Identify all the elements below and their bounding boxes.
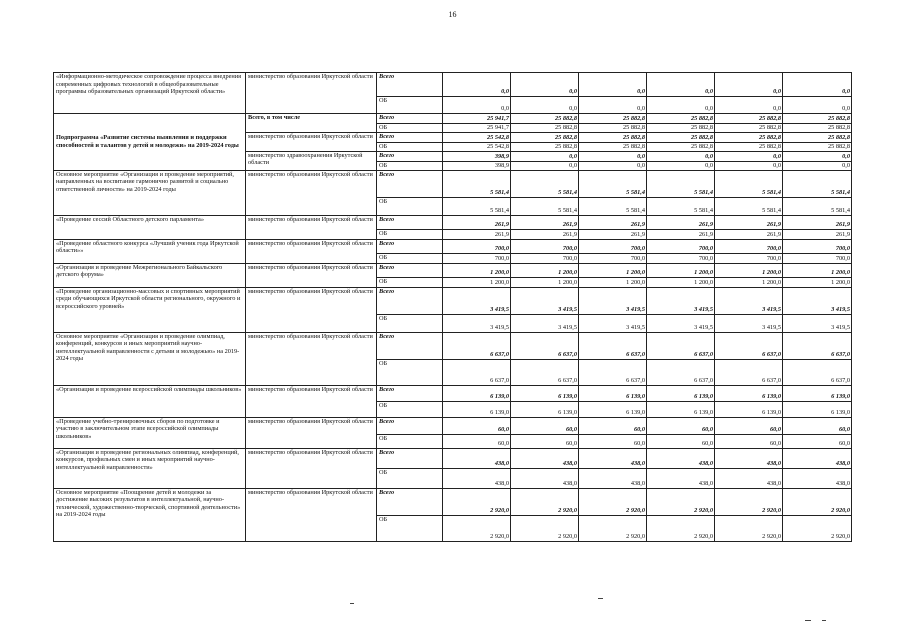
activity-name: «Организация и проведение всероссийской олимпиады школьников» (54, 385, 246, 417)
amount-cell: 1 200,0 (579, 263, 647, 277)
amount-cell: 1 200,0 (511, 277, 579, 287)
amount-cell: 6 139,0 (579, 385, 647, 401)
table-row (54, 332, 852, 359)
amount-cell: 0,0 (783, 161, 852, 170)
amount-cell: 6 139,0 (783, 401, 852, 417)
amount-cell: 438,0 (647, 448, 715, 468)
amount-cell: 0,0 (511, 73, 579, 97)
amount-cell: 60,0 (715, 434, 783, 448)
amount-cell: 2 920,0 (647, 488, 715, 515)
amount-cell: 700,0 (579, 239, 647, 253)
amount-cell: 0,0 (715, 73, 783, 97)
amount-cell: 438,0 (715, 448, 783, 468)
funding-source: Всего (377, 287, 443, 314)
amount-cell: 3 419,5 (647, 287, 715, 314)
amount-cell: 0,0 (511, 151, 579, 161)
amount-cell: 6 637,0 (511, 332, 579, 359)
amount-cell: 6 637,0 (783, 332, 852, 359)
table-row (54, 215, 852, 229)
amount-cell: 261,9 (579, 215, 647, 229)
amount-cell: 261,9 (783, 215, 852, 229)
funding-source: ОБ (377, 197, 443, 215)
amount-cell: 261,9 (511, 229, 579, 239)
amount-cell: 2 920,0 (783, 515, 852, 541)
activity-name: «Организация и проведение региональных олимпиад, конференций, конкурсов, профильных смен и иных мероприятий научно-интеллектуальной направленности» (54, 448, 246, 488)
amount-cell: 700,0 (647, 253, 715, 263)
amount-cell: 0,0 (511, 97, 579, 114)
amount-cell: 60,0 (783, 417, 852, 434)
funding-source: Всего (377, 263, 443, 277)
amount-cell: 6 139,0 (511, 385, 579, 401)
executor-name: министерство образования Иркутской области (246, 332, 377, 385)
amount-cell: 2 920,0 (715, 488, 783, 515)
activity-name: «Проведение учебно-тренировочных сборов по подготовке и участию в заключительном этапе всероссийской олимпиады школьников» (54, 417, 246, 448)
funding-source: ОБ (377, 161, 443, 170)
amount-cell: 25 882,8 (715, 132, 783, 142)
amount-cell: 3 419,5 (783, 287, 852, 314)
amount-cell: 6 637,0 (647, 359, 715, 385)
amount-cell: 2 920,0 (443, 515, 511, 541)
amount-cell: 398,9 (443, 161, 511, 170)
amount-cell: 60,0 (511, 417, 579, 434)
amount-cell: 700,0 (511, 253, 579, 263)
table-row (54, 417, 852, 434)
amount-cell: 0,0 (579, 73, 647, 97)
amount-cell: 5 581,4 (579, 197, 647, 215)
activity-name: «Проведение сессий Областного детского парламента» (54, 215, 246, 239)
amount-cell: 5 581,4 (647, 170, 715, 197)
amount-cell: 0,0 (443, 97, 511, 114)
amount-cell: 25 882,8 (511, 132, 579, 142)
funding-source: ОБ (377, 97, 443, 114)
amount-cell: 0,0 (715, 97, 783, 114)
amount-cell: 25 882,8 (783, 132, 852, 142)
activity-name: Подпрограмма «Развитие системы выявления и поддержки способностей и талантов у детей и молодежи» на 2019-2024 годы (54, 114, 246, 171)
funding-source: ОБ (377, 359, 443, 385)
activity-name: Основное мероприятие «Организация и проведение олимпиад, конференций, конкурсов и иных мероприятий научно-интеллектуальной направленности с детьми и молодежью» на 2019-2024 годы (54, 332, 246, 385)
amount-cell: 6 637,0 (783, 359, 852, 385)
executor-name: министерство образования Иркутской области (246, 448, 377, 488)
amount-cell: 6 637,0 (579, 332, 647, 359)
amount-cell: 60,0 (579, 434, 647, 448)
scan-mark (350, 603, 354, 604)
amount-cell: 25 882,8 (783, 142, 852, 151)
funding-source: ОБ (377, 468, 443, 488)
amount-cell: 6 139,0 (647, 385, 715, 401)
table-row (54, 488, 852, 515)
funding-source: Всего (377, 114, 443, 124)
funding-source: Всего (377, 215, 443, 229)
table-row (54, 385, 852, 401)
amount-cell: 5 581,4 (647, 197, 715, 215)
amount-cell: 6 637,0 (715, 359, 783, 385)
funding-source: ОБ (377, 277, 443, 287)
funding-source: ОБ (377, 434, 443, 448)
amount-cell: 25 542,8 (443, 132, 511, 142)
amount-cell: 3 419,5 (511, 314, 579, 332)
amount-cell: 1 200,0 (783, 263, 852, 277)
amount-cell: 0,0 (647, 73, 715, 97)
amount-cell: 438,0 (783, 448, 852, 468)
executor-name: Всего, в том числе (246, 114, 377, 133)
amount-cell: 3 419,5 (715, 287, 783, 314)
amount-cell: 3 419,5 (783, 314, 852, 332)
amount-cell: 2 920,0 (511, 515, 579, 541)
amount-cell: 700,0 (715, 239, 783, 253)
executor-name: министерство здравоохранения Иркутской области (246, 151, 377, 170)
funding-source: ОБ (377, 142, 443, 151)
amount-cell: 6 139,0 (715, 385, 783, 401)
activity-name: «Проведение организационно-массовых и спортивных мероприятий среди обучающихся Иркутской области регионального, окружного и всероссийского уровней» (54, 287, 246, 332)
executor-name: министерство образования Иркутской области (246, 417, 377, 448)
amount-cell: 2 920,0 (443, 488, 511, 515)
funding-source: ОБ (377, 401, 443, 417)
amount-cell: 0,0 (579, 97, 647, 114)
amount-cell: 6 637,0 (647, 332, 715, 359)
amount-cell: 6 139,0 (511, 401, 579, 417)
amount-cell: 2 920,0 (579, 488, 647, 515)
amount-cell: 438,0 (443, 448, 511, 468)
amount-cell: 60,0 (579, 417, 647, 434)
amount-cell: 3 419,5 (715, 314, 783, 332)
executor-name: министерство образования Иркутской области (246, 263, 377, 287)
amount-cell: 6 139,0 (443, 401, 511, 417)
amount-cell: 0,0 (783, 73, 852, 97)
amount-cell: 6 637,0 (715, 332, 783, 359)
executor-name: министерство образования Иркутской области (246, 287, 377, 332)
amount-cell: 0,0 (783, 151, 852, 161)
amount-cell: 438,0 (647, 468, 715, 488)
scan-mark (805, 620, 811, 621)
amount-cell: 438,0 (579, 468, 647, 488)
amount-cell: 6 637,0 (511, 359, 579, 385)
amount-cell: 25 882,8 (579, 114, 647, 124)
amount-cell: 1 200,0 (579, 277, 647, 287)
amount-cell: 438,0 (715, 468, 783, 488)
executor-name: министерство образования Иркутской области (246, 488, 377, 541)
executor-name: министерство образования Иркутской области (246, 170, 377, 215)
amount-cell: 5 581,4 (511, 170, 579, 197)
funding-source: ОБ (377, 253, 443, 263)
amount-cell: 1 200,0 (715, 263, 783, 277)
amount-cell: 6 139,0 (443, 385, 511, 401)
amount-cell: 3 419,5 (443, 314, 511, 332)
funding-source: Всего (377, 73, 443, 97)
funding-source: Всего (377, 448, 443, 468)
amount-cell: 3 419,5 (511, 287, 579, 314)
amount-cell: 25 882,8 (715, 114, 783, 124)
amount-cell: 700,0 (443, 239, 511, 253)
amount-cell: 25 882,8 (715, 124, 783, 133)
amount-cell: 25 882,8 (647, 124, 715, 133)
amount-cell: 700,0 (647, 239, 715, 253)
amount-cell: 398,9 (443, 151, 511, 161)
amount-cell: 700,0 (579, 253, 647, 263)
amount-cell: 700,0 (443, 253, 511, 263)
amount-cell: 700,0 (511, 239, 579, 253)
funding-source: Всего (377, 239, 443, 253)
amount-cell: 3 419,5 (579, 314, 647, 332)
amount-cell: 25 882,8 (579, 132, 647, 142)
table-row (54, 239, 852, 253)
amount-cell: 700,0 (783, 239, 852, 253)
amount-cell: 261,9 (579, 229, 647, 239)
amount-cell: 1 200,0 (511, 263, 579, 277)
activity-name: Основное мероприятие «Организация и проведение мероприятий, направленных на воспитание гармонично развитой и социально ответственной личности» на 2019-2024 годы (54, 170, 246, 215)
amount-cell: 2 920,0 (511, 488, 579, 515)
amount-cell: 25 882,8 (579, 142, 647, 151)
scan-mark (598, 598, 603, 599)
page-number: 16 (448, 10, 457, 19)
amount-cell: 700,0 (783, 253, 852, 263)
executor-name: министерство образования Иркутской области (246, 385, 377, 417)
funding-source: Всего (377, 488, 443, 515)
amount-cell: 261,9 (715, 229, 783, 239)
executor-name: министерство образования Иркутской области (246, 132, 377, 151)
amount-cell: 261,9 (783, 229, 852, 239)
amount-cell: 1 200,0 (783, 277, 852, 287)
funding-source: Всего (377, 151, 443, 161)
amount-cell: 25 882,8 (647, 132, 715, 142)
amount-cell: 3 419,5 (579, 287, 647, 314)
amount-cell: 60,0 (783, 434, 852, 448)
funding-source: Всего (377, 417, 443, 434)
amount-cell: 6 139,0 (647, 401, 715, 417)
amount-cell: 6 637,0 (443, 359, 511, 385)
scan-mark (822, 620, 826, 621)
table-row (54, 263, 852, 277)
amount-cell: 0,0 (715, 161, 783, 170)
amount-cell: 2 920,0 (783, 488, 852, 515)
amount-cell: 6 139,0 (783, 385, 852, 401)
amount-cell: 3 419,5 (443, 287, 511, 314)
amount-cell: 60,0 (647, 434, 715, 448)
amount-cell: 0,0 (579, 151, 647, 161)
amount-cell: 25 941,7 (443, 114, 511, 124)
funding-source: ОБ (377, 314, 443, 332)
amount-cell: 438,0 (783, 468, 852, 488)
amount-cell: 25 882,8 (783, 124, 852, 133)
executor-name: министерство образования Иркутской области (246, 239, 377, 263)
amount-cell: 5 581,4 (443, 170, 511, 197)
amount-cell: 25 882,8 (783, 114, 852, 124)
amount-cell: 0,0 (511, 161, 579, 170)
amount-cell: 25 882,8 (647, 114, 715, 124)
amount-cell: 5 581,4 (579, 170, 647, 197)
amount-cell: 700,0 (715, 253, 783, 263)
amount-cell: 25 941,7 (443, 124, 511, 133)
amount-cell: 6 637,0 (443, 332, 511, 359)
amount-cell: 25 542,8 (443, 142, 511, 151)
amount-cell: 261,9 (443, 229, 511, 239)
amount-cell: 0,0 (579, 161, 647, 170)
amount-cell: 261,9 (647, 229, 715, 239)
amount-cell: 5 581,4 (511, 197, 579, 215)
amount-cell: 25 882,8 (511, 142, 579, 151)
table-row (54, 114, 852, 124)
amount-cell: 6 139,0 (579, 401, 647, 417)
amount-cell: 1 200,0 (443, 277, 511, 287)
amount-cell: 1 200,0 (715, 277, 783, 287)
executor-name: министерство образования Иркутской области (246, 73, 377, 114)
funding-source: Всего (377, 132, 443, 142)
amount-cell: 6 139,0 (715, 401, 783, 417)
table-row (54, 448, 852, 468)
activity-name: Основное мероприятие «Поощрение детей и молодежи за достижение высоких результатов в интеллектуальной, научно-технической, художественно-творческой, спортивной деятельности» на 2019-2024 годы (54, 488, 246, 541)
amount-cell: 60,0 (511, 434, 579, 448)
amount-cell: 0,0 (647, 161, 715, 170)
amount-cell: 25 882,8 (511, 124, 579, 133)
amount-cell: 1 200,0 (647, 277, 715, 287)
amount-cell: 25 882,8 (511, 114, 579, 124)
funding-source: Всего (377, 332, 443, 359)
funding-source: Всего (377, 170, 443, 197)
amount-cell: 261,9 (443, 215, 511, 229)
amount-cell: 1 200,0 (443, 263, 511, 277)
amount-cell: 0,0 (647, 151, 715, 161)
activity-name: «Информационно-методическое сопровождение процесса внедрения современных цифровых технологий в общеобразовательные программы образовательных организаций Иркутской области» (54, 73, 246, 114)
amount-cell: 60,0 (443, 417, 511, 434)
amount-cell: 1 200,0 (647, 263, 715, 277)
amount-cell: 60,0 (443, 434, 511, 448)
amount-cell: 0,0 (647, 97, 715, 114)
amount-cell: 438,0 (443, 468, 511, 488)
amount-cell: 25 882,8 (579, 124, 647, 133)
amount-cell: 261,9 (647, 215, 715, 229)
executor-name: министерство образования Иркутской области (246, 215, 377, 239)
funding-source: ОБ (377, 229, 443, 239)
activity-name: «Проведение областного конкурса «Лучший ученик года Иркутской области»» (54, 239, 246, 263)
amount-cell: 5 581,4 (715, 197, 783, 215)
amount-cell: 60,0 (647, 417, 715, 434)
amount-cell: 261,9 (511, 215, 579, 229)
table-row (54, 73, 852, 97)
amount-cell: 438,0 (511, 448, 579, 468)
amount-cell: 438,0 (511, 468, 579, 488)
funding-source: Всего (377, 385, 443, 401)
table-row (54, 287, 852, 314)
amount-cell: 5 581,4 (783, 197, 852, 215)
amount-cell: 6 637,0 (579, 359, 647, 385)
amount-cell: 0,0 (783, 97, 852, 114)
amount-cell: 5 581,4 (783, 170, 852, 197)
activity-name: «Организация и проведение Межрегионального Байкальского детского форума» (54, 263, 246, 287)
amount-cell: 25 882,8 (647, 142, 715, 151)
amount-cell: 2 920,0 (579, 515, 647, 541)
amount-cell: 5 581,4 (443, 197, 511, 215)
amount-cell: 3 419,5 (647, 314, 715, 332)
amount-cell: 261,9 (715, 215, 783, 229)
amount-cell: 60,0 (715, 417, 783, 434)
amount-cell: 2 920,0 (715, 515, 783, 541)
funding-source: ОБ (377, 515, 443, 541)
budget-table (53, 72, 852, 542)
amount-cell: 0,0 (715, 151, 783, 161)
funding-source: ОБ (377, 124, 443, 133)
amount-cell: 2 920,0 (647, 515, 715, 541)
amount-cell: 5 581,4 (715, 170, 783, 197)
table-row (54, 170, 852, 197)
amount-cell: 0,0 (443, 73, 511, 97)
amount-cell: 438,0 (579, 448, 647, 468)
amount-cell: 25 882,8 (715, 142, 783, 151)
